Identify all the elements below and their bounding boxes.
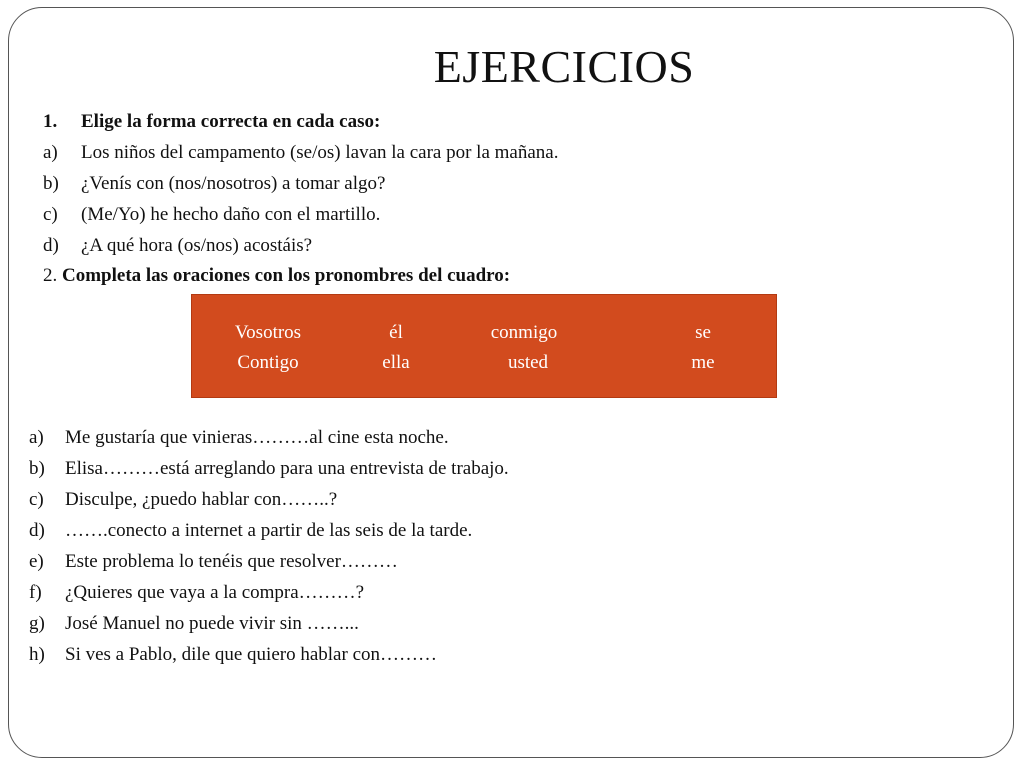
- slide-title: EJERCICIOS: [433, 41, 695, 92]
- item-text: Me gustaría que vinieras………al cine esta noche.: [65, 427, 449, 448]
- exercise-2-list: [29, 422, 509, 670]
- list-item: [29, 484, 509, 515]
- item-marker: a): [43, 142, 58, 163]
- item-marker: b): [29, 458, 45, 479]
- item-text: …….conecto a internet a partir de las seis de la tarde.: [65, 520, 473, 541]
- item-marker: c): [29, 489, 44, 510]
- list-item: [43, 230, 558, 261]
- item-marker: e): [29, 551, 44, 572]
- list-item: [43, 137, 558, 168]
- pronoun-usted: usted: [507, 352, 549, 373]
- exercise-2-heading-row: [43, 260, 510, 291]
- item-text: Este problema lo tenéis que resolver………: [65, 551, 398, 572]
- list-item: [29, 577, 509, 608]
- list-item: [29, 608, 509, 639]
- exercise-1-number: 1.: [43, 111, 58, 132]
- pronoun-vosotros: Vosotros: [234, 322, 302, 343]
- item-text: ¿A qué hora (os/nos) acostáis?: [81, 235, 313, 256]
- pronoun-se: se: [695, 322, 711, 343]
- list-item: [43, 168, 558, 199]
- pronoun-me: me: [691, 352, 715, 373]
- pronoun-box: [191, 294, 777, 398]
- item-marker: c): [43, 204, 58, 225]
- item-marker: b): [43, 173, 59, 194]
- pronoun-conmigo: conmigo: [490, 322, 558, 343]
- item-text: ¿Quieres que vaya a la compra………?: [65, 582, 365, 603]
- item-marker: g): [29, 613, 45, 634]
- item-marker: d): [29, 520, 45, 541]
- pronoun-el: él: [389, 322, 403, 343]
- item-text: Elisa………está arreglando para una entrevista de trabajo.: [65, 458, 509, 479]
- item-marker: h): [29, 644, 45, 665]
- exercise-1-heading: Elige la forma correcta en cada caso:: [81, 111, 381, 132]
- list-item: [29, 422, 509, 453]
- item-text: ¿Venís con (nos/nosotros) a tomar algo?: [81, 173, 386, 194]
- list-item: [29, 453, 509, 484]
- exercise-2-heading: Completa las oraciones con los pronombres del cuadro:: [62, 265, 511, 286]
- list-item: [29, 546, 509, 577]
- list-item: [43, 199, 558, 230]
- exercise-1-heading-row: [43, 106, 558, 137]
- item-marker: d): [43, 235, 59, 256]
- pronoun-ella: ella: [382, 352, 410, 373]
- list-item: [29, 639, 509, 670]
- item-text: José Manuel no puede vivir sin ……...: [65, 613, 359, 634]
- exercise-2-number: 2.: [43, 265, 58, 286]
- item-marker: f): [29, 582, 42, 603]
- pronoun-contigo: Contigo: [237, 352, 299, 373]
- item-text: Si ves a Pablo, dile que quiero hablar con………: [65, 644, 438, 665]
- list-item: [29, 515, 509, 546]
- exercise-1: [43, 106, 558, 261]
- item-marker: a): [29, 427, 44, 448]
- item-text: Los niños del campamento (se/os) lavan la cara por la mañana.: [81, 142, 559, 163]
- item-text: (Me/Yo) he hecho daño con el martillo.: [81, 204, 381, 225]
- item-text: Disculpe, ¿puedo hablar con……..?: [65, 489, 338, 510]
